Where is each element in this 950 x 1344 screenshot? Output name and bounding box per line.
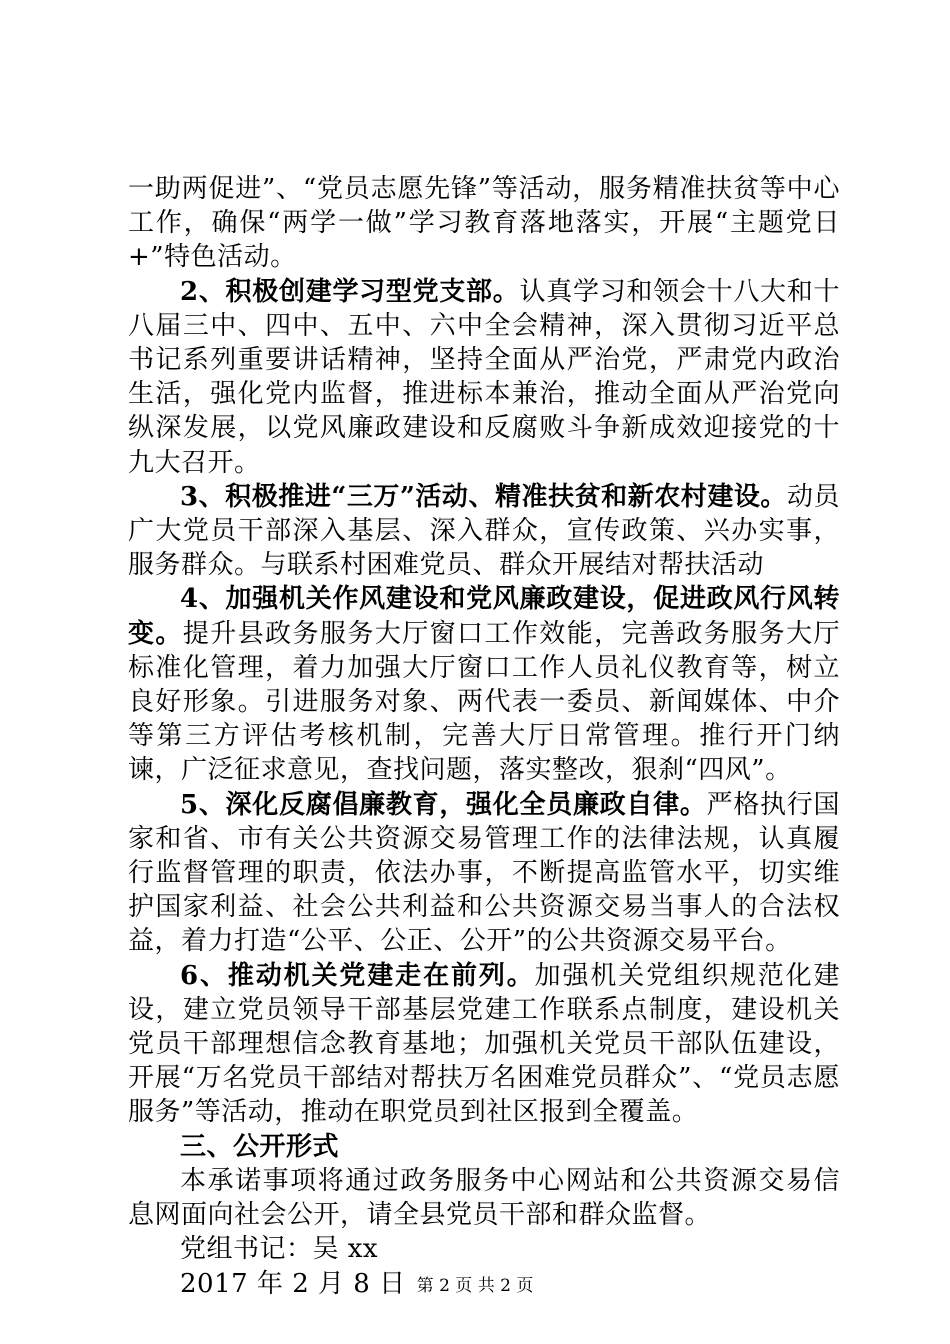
date-line: 2017 年 2 月 8 日	[180, 1268, 406, 1299]
page-footer: 第 2 页 共 2 页	[416, 1276, 534, 1296]
section-heading	[128, 1130, 840, 1164]
item-6-lead: 6、推动机关党建走在前列。	[180, 960, 535, 991]
continuation-paragraph: 一助两促进”、“党员志愿先锋”等活动，服务精准扶贫等中心工作，确保“两学一做”学习教育落地落实，开展“主题党日+”特色活动。	[128, 174, 840, 273]
item-3-paragraph	[128, 480, 840, 583]
section-heading-text: 三、公开形式	[180, 1131, 340, 1162]
section-body: 本承诺事项将通过政务服务中心网站和公共资源交易信息网面向社会公开，请全县党员干部和群众监督。	[128, 1165, 840, 1231]
item-2-body: 认真学习和领会十八大和十八届三中、四中、五中、六中全会精神，深入贯彻习近平总书记系列重要讲话精神，坚持全面从严治党，严肃党内政治生活，强化党内监督，推进标本兼治，推动全面从严治党向纵深发展，以党风廉政建设和反腐败斗争新成效迎接党的十九大召开。	[128, 276, 840, 478]
item-2-lead: 2、积极创建学习型党支部。	[180, 276, 520, 307]
item-2-paragraph	[128, 275, 840, 480]
item-6-body: 加强机关党组织规范化建设，建立党员领导干部基层党建工作联系点制度，建设机关党员干部理想信念教育基地；加强机关党员干部队伍建设，开展“万名党员干部结对帮扶万名困难党员群众”、“党员志愿服务”等活动，推动在职党员到社区报到全覆盖。	[128, 960, 840, 1128]
item-5-lead: 5、深化反腐倡廉教育，强化全员廉政自律。	[180, 789, 707, 820]
signature-line: 党组书记：吴 xx	[180, 1234, 379, 1265]
item-5-body: 严格执行国家和省、市有关公共资源交易管理工作的法律法规，认真履行监督管理的职责，依法办事，不断提高监管水平，切实维护国家利益、社会公共利益和公共资源交易当事人的合法权益，着力打造“公平、公正、公开”的公共资源交易平台。	[128, 789, 840, 957]
item-4-lead: 4、加强机关作风建设和党风廉政建设，促进政风行风转变。	[128, 584, 840, 649]
item-4-body: 提升县政务服务大厅窗口工作效能，完善政务服务大厅标准化管理，着力加强大厅窗口工作人员礼仪教育等，树立良好形象。引进服务对象、两代表一委员、新闻媒体、中介等第三方评估考核机制，完善大厅日常管理。推行开门纳谏，广泛征求意见，查找问题，落实整改，狠刹“四风”。	[128, 618, 840, 786]
item-5-paragraph	[128, 788, 840, 959]
item-3-body: 动员广大党员干部深入基层、深入群众，宣传政策、兴办实事，服务群众。与联系村困难党员、群众开展结对帮扶活动	[128, 481, 840, 581]
item-4-paragraph	[128, 582, 840, 787]
item-6-paragraph	[128, 959, 840, 1130]
document-body	[128, 172, 840, 1301]
item-3-lead: 3、积极推进“三万”活动、精准扶贫和新农村建设。	[180, 481, 787, 512]
